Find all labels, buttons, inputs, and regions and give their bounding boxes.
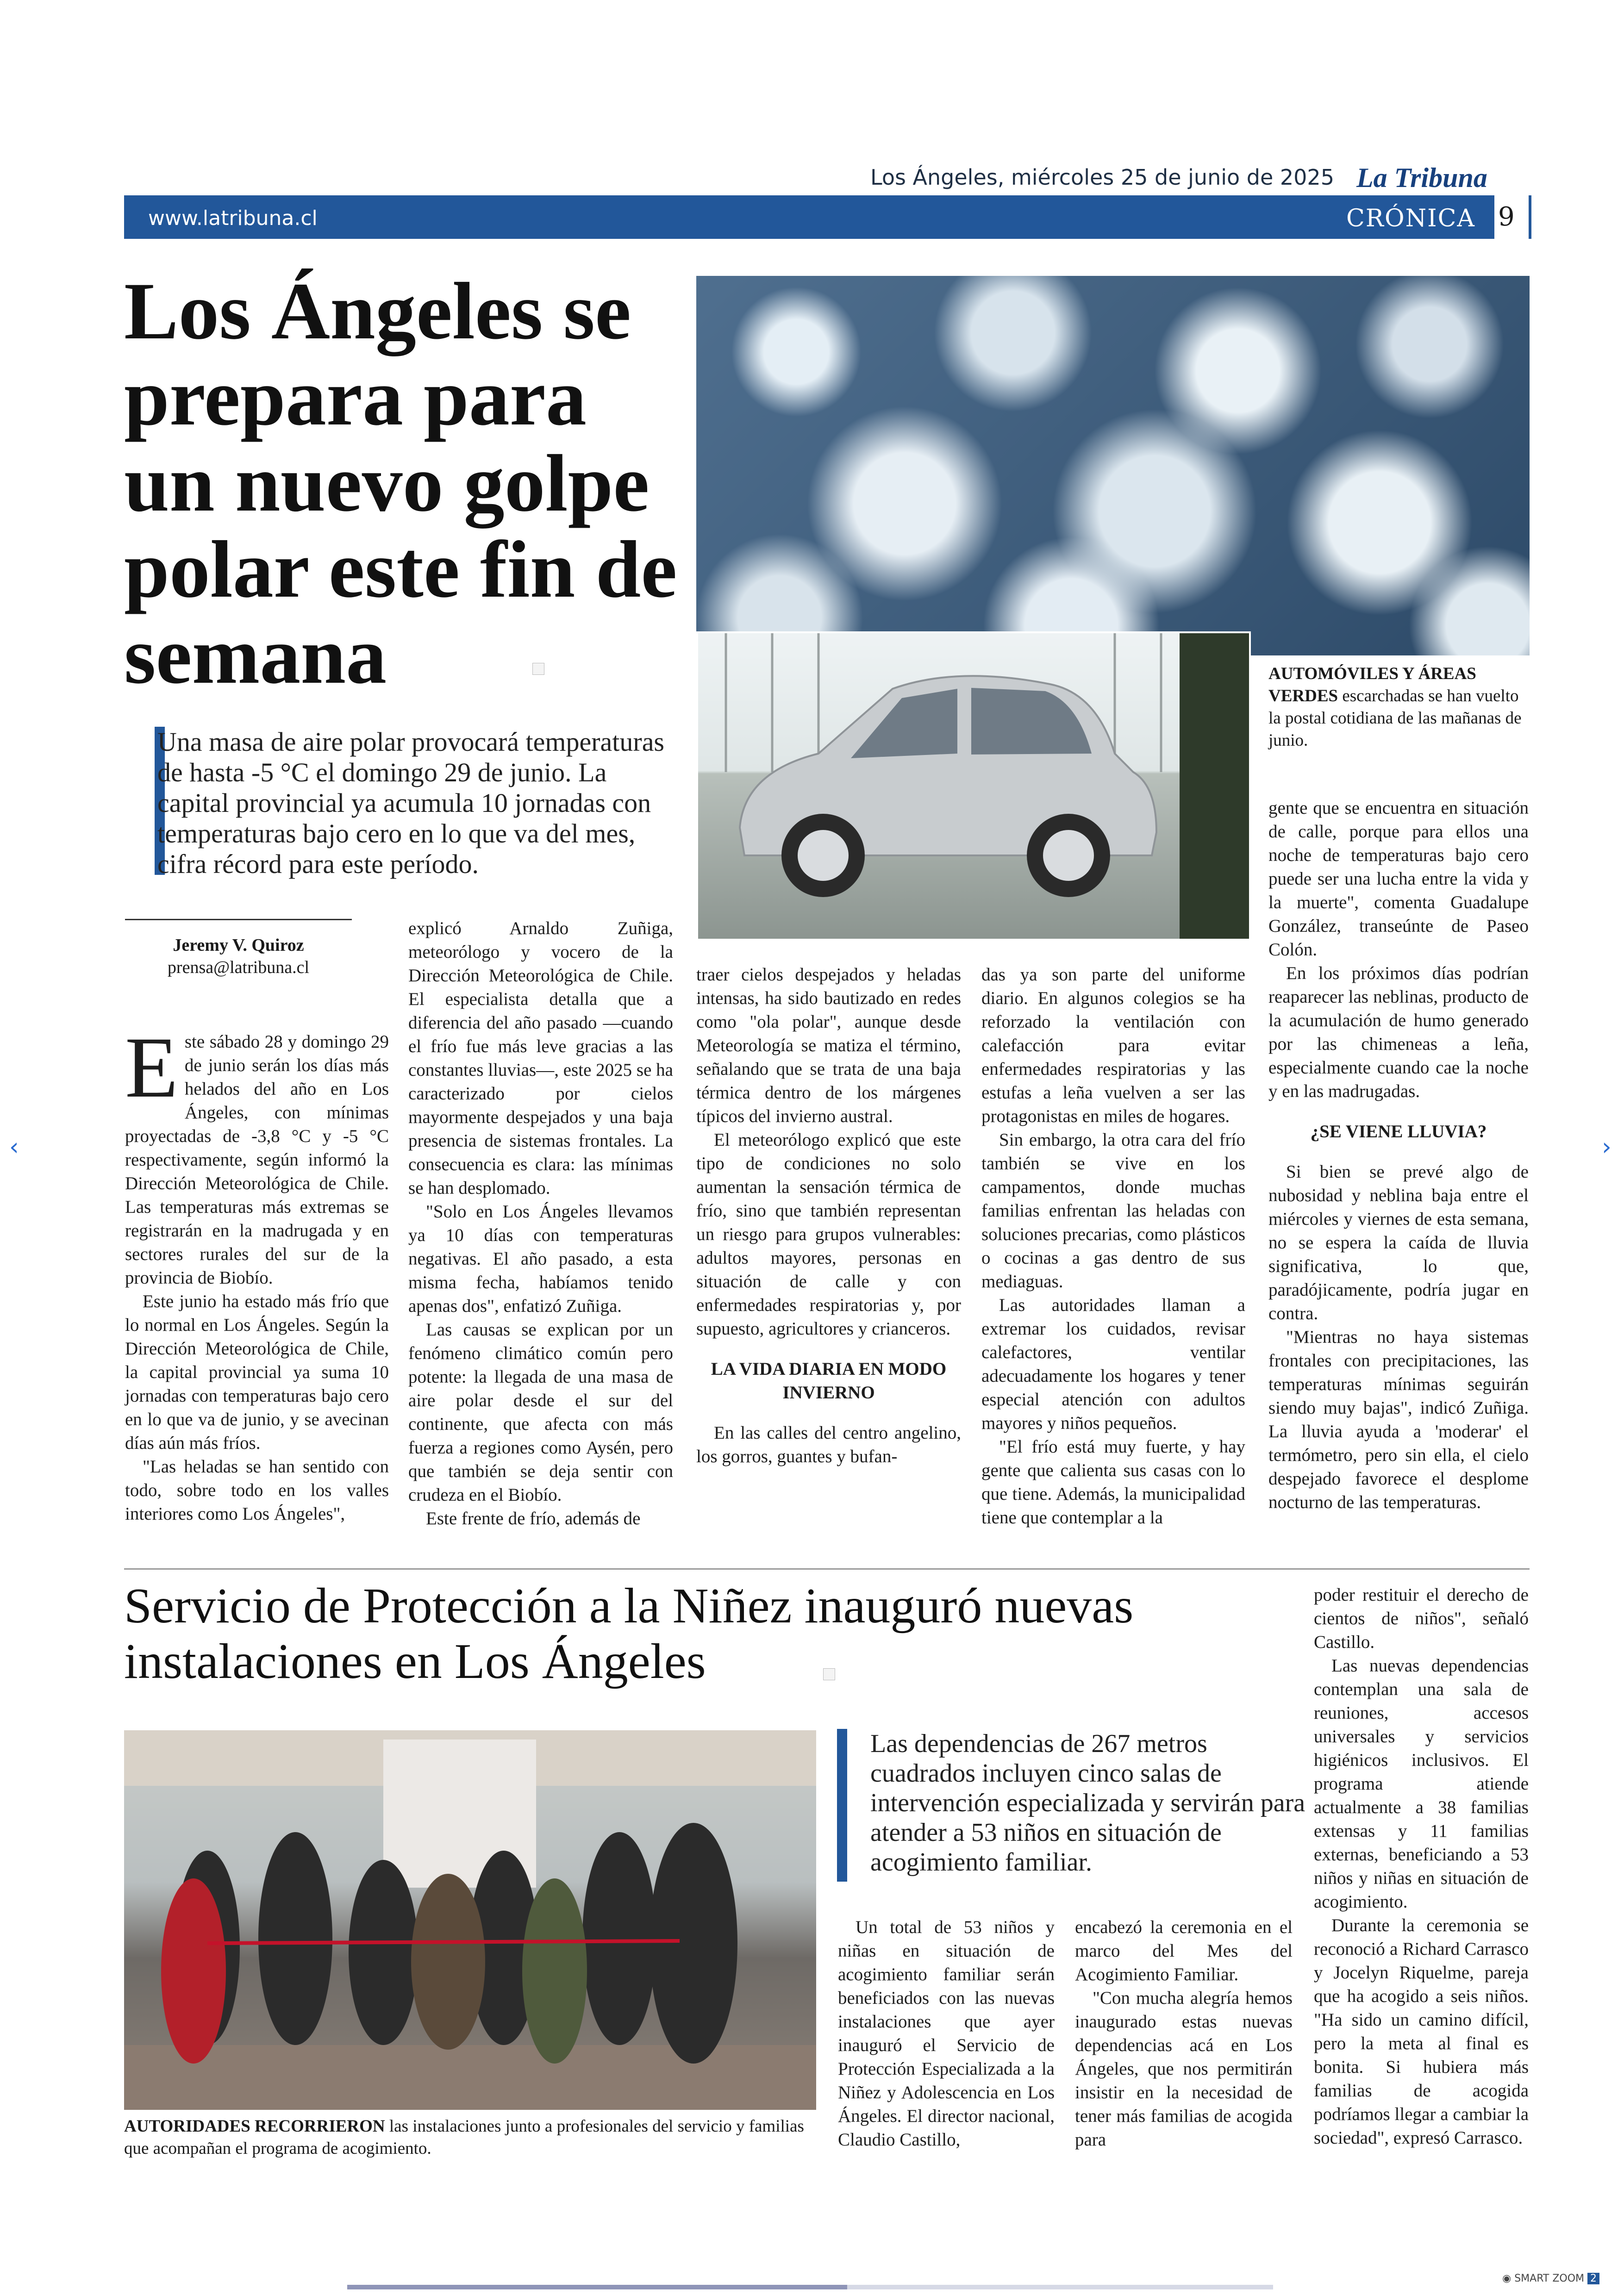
paragraph: "Con mucha alegría hemos inaugurado estas nuevas dependencias acá en Los Ángeles, que nos permitirán insistir en la necesidad de tener más familias de acogida para <box>1075 1988 1293 2150</box>
paragraph: "Solo en Los Ángeles llevamos ya 10 días con temperaturas negativas. El año pasado, a esta misma fecha, habíamos tenido apenas dos", enfatizó Zuñiga. <box>408 1202 673 1316</box>
paragraph: Un total de 53 niños y niñas en situación de acogimiento familiar serán beneficiados con las nuevas instalaciones que ayer inauguró el Servicio de Protección Especializada a la Niñez y Adolescencia en Los Ángeles. El director nacional, Claudio Castillo, <box>838 1917 1055 2150</box>
scroll-thumb[interactable] <box>347 2285 847 2289</box>
caption-lead: AUTORIDADES RECORRIERON <box>124 2117 385 2136</box>
paragraph: Las autoridades llaman a extremar los cuidados, revisar calefactores, ventilar adecuadamente los hogares y tener especial atención con adultos mayores y niños pequeños. <box>981 1295 1245 1433</box>
article-column-2 <box>1075 1915 1293 2152</box>
paragraph: "Mientras no haya sistemas frontales con precipitaciones, las temperaturas mínimas seguirán siendo muy bajas", indicó Zuñiga. La lluvia ayuda a 'moderar' el termómetro, pero sin ella, el cielo despejado favorece el desplome nocturno de las temperaturas. <box>1268 1327 1529 1512</box>
paragraph: En los próximos días podrían reaparecer las neblinas, producto de la acumulación de humo generado por las chimeneas a leña, especialmente cuando cae la noche y en las madrugadas. <box>1268 963 1529 1101</box>
section-name: CRÓNICA <box>1346 205 1475 232</box>
paragraph: En las calles del centro angelino, los gorros, guantes y bufan- <box>696 1423 961 1466</box>
article-deck: Una masa de aire polar provocará temperaturas de hasta -5 °C el domingo 29 de junio. La capital provincial ya acumula 10 jornadas con temperaturas bajo cero en lo que va del mes, cifra récord para este período. <box>157 727 665 879</box>
page-badge: 2 <box>1587 2273 1599 2284</box>
paragraph: explicó Arnaldo Zuñiga, meteorólogo y vocero de la Dirección Meteorológica de Chile. El especialista detalla que a diferencia del año pasado —cuando el frío fue más leve gracias a las constantes lluvias—, este 2025 se ha caracterizado por cielos mayormente despejados y una baja presencia de sistemas frontales. La consecuencia es clara: las mínimas se han desplomado. <box>408 918 673 1198</box>
paragraph: Si bien se prevé algo de nubosidad y neblina baja entre el miércoles y viernes de esta semana, no se espera la caída de lluvia significativa, lo que, paradójicamente, podría jugar en contra. <box>1268 1162 1529 1323</box>
paragraph: Sin embargo, la otra cara del frío también se vive en los campamentos, donde muchas familias enfrentan las heladas con soluciones precarias, como plásticos o cocinas a gas dentro de sus mediaguas. <box>981 1130 1245 1291</box>
paragraph: Este frente de frío, además de <box>426 1509 641 1528</box>
dateline: Los Ángeles, miércoles 25 de junio de 2025 <box>870 165 1334 190</box>
photo-caption <box>1268 663 1528 752</box>
paragraph: poder restituir el derecho de cientos de niños", señaló Castillo. <box>1314 1585 1529 1652</box>
paragraph: El meteorólogo explicó que este tipo de condiciones no solo aumentan la sensación térmica de frío, sino que también representan un riesgo para grupos vulnerables: adultos mayores, personas en situación de calle y con enfermedades respiratorias y, por supuesto, agricultores y crianceros. <box>696 1130 961 1339</box>
byline <box>125 934 352 979</box>
deck-accent-bar <box>837 1729 847 1882</box>
article-headline: Los Ángeles se prepara para un nuevo golpe polar este fin de semana <box>124 266 677 701</box>
photo-caption <box>124 2115 818 2160</box>
scroll-track[interactable] <box>347 2285 1273 2289</box>
article-column-3 <box>696 963 961 1468</box>
article-deck: Las dependencias de 267 metros cuadrados incluyen cinco salas de intervención especializada y servirán para atender a 53 niños en situación de acogimiento familiar. <box>870 1729 1305 1877</box>
frosted-car-photo <box>696 631 1251 941</box>
article-column-3 <box>1314 1583 1529 2150</box>
drop-cap: E <box>125 1019 178 1116</box>
frost-plants-photo <box>696 276 1530 655</box>
note-icon <box>823 1668 835 1680</box>
caption-text: escarchadas se han vuelto la postal cotidiana de las mañanas de junio. <box>1268 686 1522 750</box>
paragraph: Este junio ha estado más frío que lo normal en Los Ángeles. Según la Dirección Meteorológica de Chile, la capital provincial ya suma 10 jornadas con temperaturas bajo cero en lo que va de junio, y se avecinan días aún más fríos. <box>125 1291 389 1453</box>
note-icon <box>532 663 544 675</box>
smart-zoom-control[interactable] <box>1502 2273 1599 2284</box>
paragraph: "El frío está muy fuerte, y hay gente que calienta sus casas con lo que tiene. Además, la municipalidad tiene que contemplar a la <box>981 1437 1245 1528</box>
caption-lead: AUTOMÓVILES Y ÁREAS VERDES <box>1268 664 1476 705</box>
paragraph: Las nuevas dependencias contemplan una sala de reuniones, accesos universales y servicios higiénicos inclusivos. El programa atiende actualmente a 38 familias extensas y 11 familias externas, beneficiando a 53 niños y niñas en situación de acogimiento. <box>1314 1656 1529 1912</box>
section-bar <box>124 195 1494 239</box>
article-column-1 <box>838 1915 1055 2152</box>
article-headline: Servicio de Protección a la Niñez inauguró nuevas instalaciones en Los Ángeles <box>124 1578 1134 1689</box>
subheading: ¿SE VIENE LLUVIA? <box>1310 1122 1487 1141</box>
article-divider <box>124 1568 1530 1570</box>
author-email: prensa@latribuna.cl <box>167 958 310 977</box>
byline-rule <box>125 919 352 920</box>
article-column-4 <box>981 963 1245 1529</box>
ceremony-illustration <box>124 1730 816 2110</box>
page-number: 9 <box>1498 202 1515 232</box>
paragraph: traer cielos despejados y heladas intensas, ha sido bautizado en redes como "ola polar", aunque desde Meteorología se matiza el término, señalando que se trata de una baja térmica dentro de los márgenes típicos del invierno austral. <box>696 965 961 1126</box>
paragraph: "Las heladas se han sentido con todo, sobre todo en los valles interiores como Los Ángeles", <box>125 1457 389 1524</box>
paragraph: Durante la ceremonia se reconoció a Richard Carrasco y Jocelyn Riquelme, pareja que ha acogido a seis niños. "Ha sido un camino difícil, pero la meta al final es bonita. Si hubiera más familias de acogida podríamos llegar a cambiar la sociedad", expresó Carrasco. <box>1314 1915 1529 2148</box>
article-column-1 <box>125 1019 389 1526</box>
chevron-left-icon[interactable]: ‹ <box>9 1133 19 1161</box>
paragraph: encabezó la ceremonia en el marco del Mes del Acogimiento Familiar. <box>1075 1917 1293 1984</box>
paragraph: das ya son parte del uniforme diario. En algunos colegios se ha reforzado la ventilación con calefacción para evitar enfermedades respiratorias y las estufas a leña vuelven a ser las protagonistas en miles de hogares. <box>981 965 1245 1126</box>
author-name: Jeremy V. Quiroz <box>173 935 304 955</box>
website-url: www.latribuna.cl <box>148 206 318 230</box>
chevron-right-icon[interactable]: › <box>1602 1133 1612 1161</box>
newspaper-logo: La Tribuna <box>1356 162 1487 193</box>
ribbon-ceremony-photo <box>124 1730 816 2110</box>
caption-text: las instalaciones junto a profesionales del servicio y familias que acompañan el programa de acogimiento. <box>124 2117 804 2158</box>
subheading: LA VIDA DIARIA EN MODO INVIERNO <box>711 1359 947 1403</box>
paragraph: gente que se encuentra en situación de calle, porque para ellos una noche de temperaturas bajo cero puede ser una lucha entre la vida y la muerte", comenta Guadalupe González, transeúnte de Paseo Colón. <box>1268 798 1529 960</box>
eye-icon: ◉ <box>1502 2273 1512 2284</box>
paragraph: ste sábado 28 y domingo 29 de junio serán los días más helados del año en Los Ángeles, con mínimas proyectadas de -3,8 °C y -5 °C respectivamente, según informó la Dirección Meteorológica de Chile. Las temperaturas más extremas se registrarán en la madrugada y en sectores rurales del sur de la provincia de Biobío. <box>125 1032 389 1288</box>
paragraph: Las causas se explican por un fenómeno climático común pero potente: la llegada de una masa de aire polar desde el sur del continente, que afecta con más fuerza a regiones como Aysén, pero que también se deja sentir con crudeza en el Biobío. <box>408 1320 673 1505</box>
article-column-5 <box>1268 796 1529 1514</box>
article-column-2 <box>408 917 673 1530</box>
car-illustration <box>698 633 1249 939</box>
smart-zoom-label: SMART ZOOM <box>1514 2273 1585 2284</box>
